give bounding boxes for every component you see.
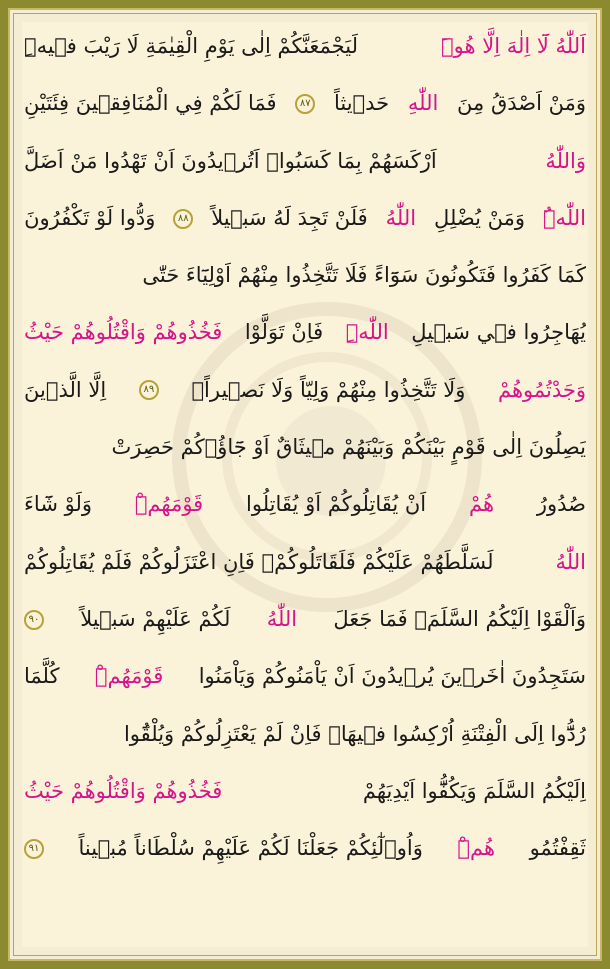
verse-text: وَلَوْ شَٓاءَ bbox=[24, 492, 92, 517]
ayah-number-marker: ٨٩ bbox=[139, 380, 159, 400]
divine-name-highlight: قَوْمَهُمْۜ bbox=[94, 664, 164, 689]
verse-text: يُهَاجِرُوا فٖي سَبٖيلِ bbox=[411, 320, 586, 345]
verse-text: وَدُّوا لَوْ تَكْفُرُونَ bbox=[24, 205, 156, 230]
divine-name-highlight: اللّٰهُ bbox=[555, 549, 586, 574]
verse-text: سَتَجِدُونَ اٰخَرٖينَ يُرٖيدُونَ اَنْ يَاْمَنُوكُمْ وَيَاْمَنُوا bbox=[198, 664, 586, 689]
verse-line bbox=[24, 820, 586, 877]
verse-text: حَدٖيثاً bbox=[333, 91, 390, 116]
verse-line bbox=[24, 75, 586, 132]
verse-text: كَمَا كَفَرُوا فَتَكُونُونَ سَوَٓاءً فَلَا تَتَّخِذُوا مِنْهُمْ اَوْلِيَٓاءَ حَتّٰى bbox=[142, 263, 586, 288]
verse-line bbox=[24, 763, 586, 820]
divine-name-highlight: اللّٰهِ bbox=[407, 91, 439, 116]
verse-line bbox=[24, 706, 586, 763]
verse-line bbox=[24, 247, 586, 304]
ayah-number-marker: ٩٠ bbox=[24, 610, 44, 630]
verse-line bbox=[24, 419, 586, 476]
divine-name-highlight: اللّٰهُ bbox=[266, 606, 298, 631]
verse-text: فَمَا لَكُمْ فِي الْمُنَافِقٖينَ فِئَتَيْنِ bbox=[24, 91, 277, 116]
verse-text: لَيَجْمَعَنَّكُمْ اِلٰى يَوْمِ الْقِيٰمَةِ لَا رَيْبَ فٖيهِۜ bbox=[24, 34, 358, 58]
verse-line bbox=[24, 133, 586, 190]
verse-text: رُدُّٓوا اِلَى الْفِتْنَةِ اُرْكِسُوا فٖيهَاۚ فَاِنْ لَمْ يَعْتَزِلُوكُمْ وَيُلْقُٓوا bbox=[123, 721, 586, 746]
divine-name-highlight: اَللّٰهُ لَٓا اِلٰهَ اِلَّا هُوَۜ bbox=[441, 34, 586, 58]
verse-line bbox=[24, 534, 586, 591]
divine-name-highlight: اللّٰهُۜ bbox=[542, 205, 586, 230]
divine-name-highlight: وَاللّٰهُ bbox=[545, 148, 586, 173]
verse-text: وَمَنْ اَصْدَقُ مِنَ bbox=[457, 91, 586, 116]
verse-text: كُلَّمَا bbox=[24, 664, 60, 689]
verse-line bbox=[24, 476, 586, 533]
verse-text: يَصِلُونَ اِلٰى قَوْمٍ بَيْنَكُمْ وَبَيْنَهُمْ مٖيثَاقٌ اَوْ جَٓاؤُ۫كُمْ حَصِرَتْ bbox=[111, 435, 586, 460]
verse-text: وَاُو۬لٰٓئِكُمْ جَعَلْنَا لَكُمْ عَلَيْهِمْ سُلْطَاناً مُبٖيناً bbox=[78, 836, 423, 861]
ayah-number-marker: ٨٧ bbox=[295, 94, 315, 114]
verse-line bbox=[24, 190, 586, 247]
verse-text: لَسَلَّطَهُمْ عَلَيْكُمْ فَلَقَاتَلُوكُمْۚ فَاِنِ اعْتَزَلُوكُمْ فَلَمْ يُقَاتِلُوكُمْ bbox=[24, 549, 494, 574]
divine-name-highlight: فَخُذُوهُمْ وَاقْتُلُوهُمْ حَيْثُ bbox=[24, 778, 223, 803]
verse-text: اَنْ يُقَاتِلُوكُمْ اَوْ يُقَاتِلُوا bbox=[246, 492, 427, 517]
divine-name-highlight: هُمْ bbox=[468, 492, 495, 517]
verse-text: وَاَلْقَوْا اِلَيْكُمُ السَّلَمَۙ فَمَا جَعَلَ bbox=[333, 606, 586, 631]
divine-name-highlight: فَخُذُوهُمْ وَاقْتُلُوهُمْ حَيْثُ bbox=[24, 320, 223, 345]
divine-name-highlight: قَوْمَهُمْۜ bbox=[134, 492, 204, 517]
verse-text: وَلَا تَتَّخِذُوا مِنْهُمْ وَلِيّاً وَلَا نَصٖيراًۙ bbox=[191, 377, 466, 402]
quran-text-block bbox=[24, 18, 586, 877]
divine-name-highlight: اللّٰهِۜ bbox=[345, 320, 389, 345]
verse-line bbox=[24, 648, 586, 705]
verse-text: ثَقِفْتُمُو bbox=[529, 836, 586, 861]
verse-text: اِلَيْكُمُ السَّلَمَ وَيَكُفُّٓوا اَيْدِيَهُمْ bbox=[362, 778, 586, 803]
verse-line bbox=[24, 362, 586, 419]
ayah-number-marker: ٩١ bbox=[24, 839, 44, 859]
verse-line bbox=[24, 304, 586, 361]
verse-text: صُدُورُ bbox=[536, 492, 586, 517]
divine-name-highlight: اللّٰهُ bbox=[385, 205, 417, 230]
verse-text: لَكُمْ عَلَيْهِمْ سَبٖيلاً bbox=[80, 606, 231, 631]
verse-line bbox=[24, 18, 586, 75]
verse-text: فَاِنْ تَوَلَّوْا bbox=[244, 320, 324, 345]
ayah-number-marker: ٨٨ bbox=[173, 209, 193, 229]
verse-line bbox=[24, 591, 586, 648]
verse-text: فَلَنْ تَجِدَ لَهُ سَبٖيلاً bbox=[211, 205, 368, 230]
verse-text: وَمَنْ يُضْلِلِ bbox=[434, 205, 526, 230]
divine-name-highlight: هُمْۜ bbox=[457, 836, 496, 861]
verse-text: اَرْكَسَهُمْ بِمَا كَسَبُواۜ اَتُرٖيدُونَ اَنْ تَهْدُوا مَنْ اَضَلَّ bbox=[24, 148, 437, 173]
divine-name-highlight: وَجَدْتُمُوهُمْ bbox=[497, 377, 586, 402]
verse-text: اِلَّا الَّذٖينَ bbox=[24, 377, 107, 402]
